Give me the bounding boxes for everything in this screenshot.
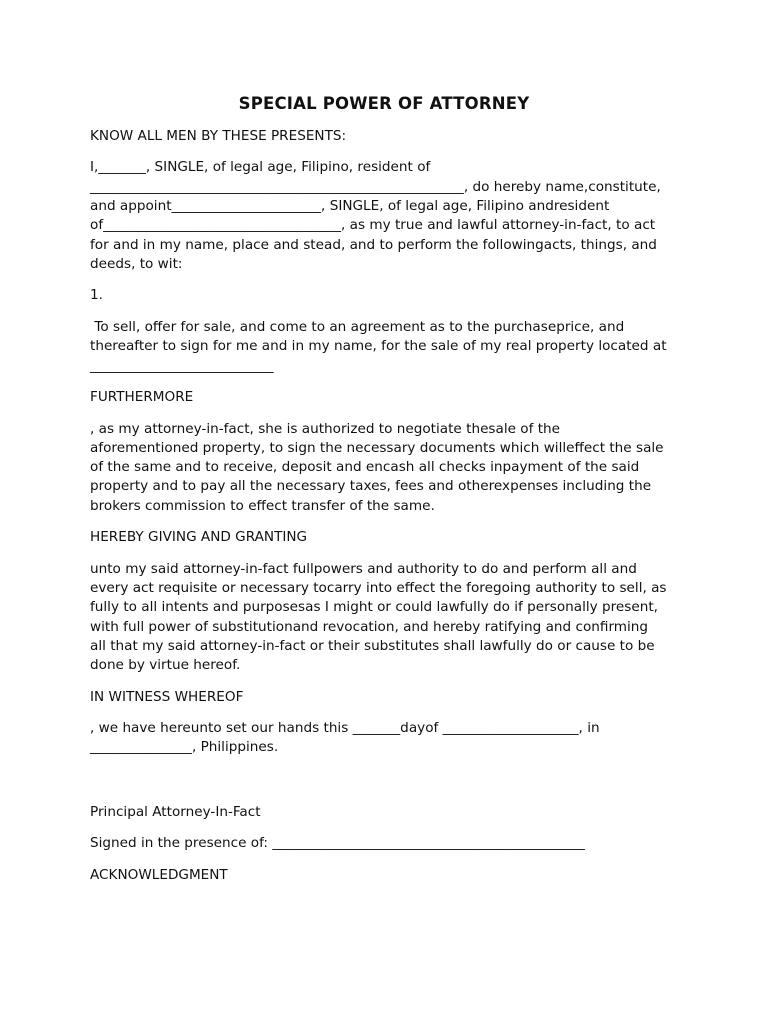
granting-heading: HEREBY GIVING AND GRANTING [90, 529, 308, 546]
furthermore-heading: FURTHERMORE [90, 389, 194, 406]
presence-line: Signed in the presence of: ______________________________________________ [90, 835, 585, 852]
powers-paragraph: unto my said attorney-in-fact fullpowers and authority to do and perform all and every act requisite or necessary tocarry into effect the foregoing authority to sell, as fully to all intents and purposesas I might or could lawfully do if personally present, with full power of substitutionand revocation, and hereby ratifying and confirming all that my said attorney-in-fact or their substitutes shall lawfully do or cause to be done by virtue hereof. [90, 560, 667, 674]
witness-paragraph: , we have hereunto set our hands this _______dayof ____________________, in _______________, Philippines. [90, 720, 600, 756]
sale-authority-paragraph: To sell, offer for sale, and come to an agreement as to the purchaseprice, and thereafter to sign for me and in my name, for the sale of my real property located at ___________________________ [90, 318, 667, 374]
witness-heading: IN WITNESS WHEREOF [90, 688, 244, 705]
intro-heading: KNOW ALL MEN BY THESE PRESENTS: [90, 128, 347, 144]
appointment-paragraph: I,_______, SINGLE, of legal age, Filipino, resident of _______________________________________________________, do hereby name,constitute, and appoint______________________, SINGLE, of legal age, Filipino andresident of___________________________________, as my true and lawful attorney-in-fact, to act for and in my name, place and stead, and to perform the followingacts, things, and deeds, to wit: [90, 159, 661, 272]
signatories-line: Principal Attorney-In-Fact [90, 803, 261, 820]
document-body [90, 127, 682, 885]
negotiation-paragraph: , as my attorney-in-fact, she is authorized to negotiate thesale of the aforementioned property, to sign the necessary documents which willeffect the sale of the same and to receive, deposit and encash all checks inpayment of the said property and to pay all the necessary taxes, fees and otherexpenses including the brokers commission to effect transfer of the same. [90, 420, 664, 514]
acknowledgment-heading: ACKNOWLEDGMENT [90, 866, 228, 883]
item-number: 1. [90, 287, 103, 304]
document-title: SPECIAL POWER OF ATTORNEY [238, 94, 530, 113]
